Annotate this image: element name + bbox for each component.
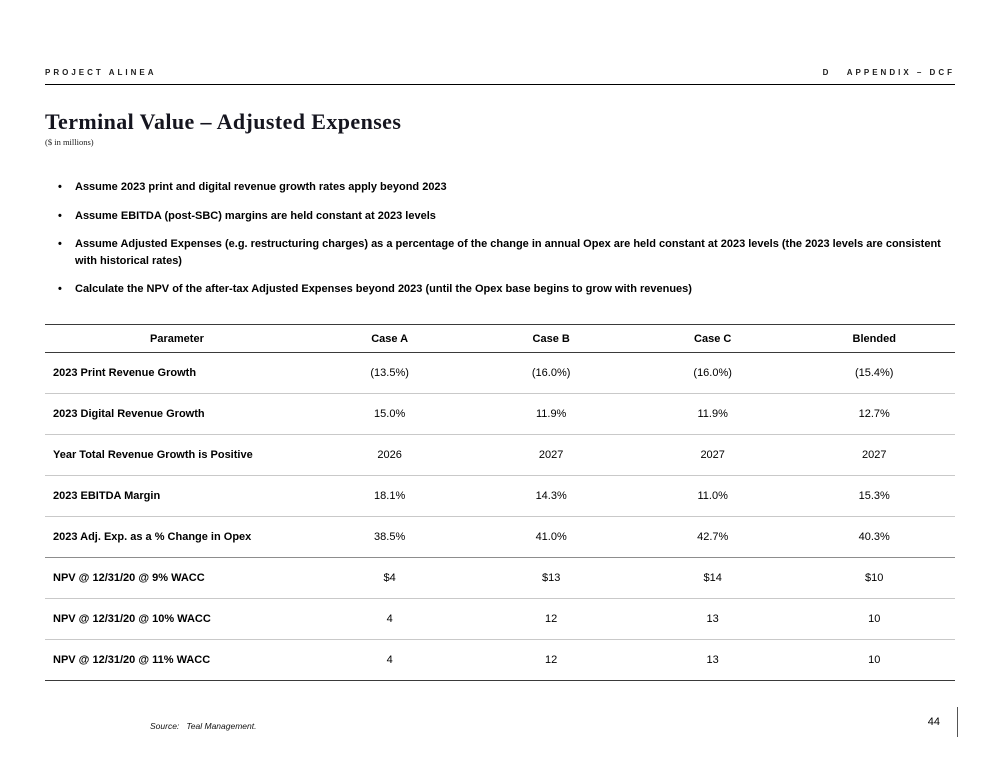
page-header	[45, 0, 955, 77]
value-cell: 12	[470, 639, 632, 680]
column-header-case-c: Case C	[632, 324, 794, 352]
assumption-item: • Calculate the NPV of the after-tax Adjusted Expenses beyond 2023 (until the Opex base begins to grow with revenues)	[58, 281, 950, 298]
table-row	[45, 557, 955, 598]
value-cell: (16.0%)	[470, 352, 632, 393]
table-row	[45, 639, 955, 680]
row-label: 2023 Adj. Exp. as a % Change in Opex	[45, 516, 309, 557]
value-cell: $4	[309, 557, 471, 598]
value-cell: 12.7%	[793, 393, 955, 434]
value-cell: $13	[470, 557, 632, 598]
row-label: Year Total Revenue Growth is Positive	[45, 434, 309, 475]
value-cell: 2027	[632, 434, 794, 475]
assumptions-list	[45, 179, 950, 298]
row-label: NPV @ 12/31/20 @ 11% WACC	[45, 639, 309, 680]
table-row	[45, 352, 955, 393]
table-row	[45, 393, 955, 434]
assumption-item: • Assume Adjusted Expenses (e.g. restructuring charges) as a percentage of the change in annual Opex are held constant at 2023 levels (the 2023 levels are consistent with historical rates)	[58, 236, 950, 269]
table-header-row	[45, 324, 955, 352]
table-row	[45, 598, 955, 639]
header-rule	[45, 84, 955, 85]
page-number-box	[928, 707, 958, 737]
table-row	[45, 516, 955, 557]
page-title: Terminal Value – Adjusted Expenses	[45, 109, 402, 134]
row-label: NPV @ 12/31/20 @ 10% WACC	[45, 598, 309, 639]
value-cell: 41.0%	[470, 516, 632, 557]
value-cell: 4	[309, 598, 471, 639]
table-row	[45, 434, 955, 475]
value-cell: 11.9%	[470, 393, 632, 434]
value-cell: 11.9%	[632, 393, 794, 434]
row-label: NPV @ 12/31/20 @ 9% WACC	[45, 557, 309, 598]
value-cell: (16.0%)	[632, 352, 794, 393]
value-cell: 13	[632, 639, 794, 680]
column-header-case-b: Case B	[470, 324, 632, 352]
column-header-case-a: Case A	[309, 324, 471, 352]
column-header-parameter: Parameter	[45, 324, 309, 352]
value-cell: 18.1%	[309, 475, 471, 516]
value-cell: 12	[470, 598, 632, 639]
value-cell: 14.3%	[470, 475, 632, 516]
value-cell: 2027	[793, 434, 955, 475]
assumption-item: • Assume EBITDA (post-SBC) margins are held constant at 2023 levels	[58, 208, 950, 225]
appendix-label: D APPENDIX – DCF	[822, 68, 955, 77]
value-cell: $14	[632, 557, 794, 598]
value-cell: 15.3%	[793, 475, 955, 516]
value-cell: 10	[793, 639, 955, 680]
value-cell: $10	[793, 557, 955, 598]
parameters-table	[45, 324, 955, 681]
value-cell: 15.0%	[309, 393, 471, 434]
value-cell: 10	[793, 598, 955, 639]
value-cell: 38.5%	[309, 516, 471, 557]
value-cell: 4	[309, 639, 471, 680]
project-name-label: PROJECT ALINEA	[45, 68, 157, 77]
value-cell: 13	[632, 598, 794, 639]
value-cell: 40.3%	[793, 516, 955, 557]
source-note: Source: Teal Management.	[150, 721, 257, 731]
value-cell: 2027	[470, 434, 632, 475]
table-row	[45, 475, 955, 516]
value-cell: (15.4%)	[793, 352, 955, 393]
value-cell: 11.0%	[632, 475, 794, 516]
value-cell: 42.7%	[632, 516, 794, 557]
value-cell: (13.5%)	[309, 352, 471, 393]
row-label: 2023 EBITDA Margin	[45, 475, 309, 516]
value-cell: 2026	[309, 434, 471, 475]
row-label: 2023 Digital Revenue Growth	[45, 393, 309, 434]
row-label: 2023 Print Revenue Growth	[45, 352, 309, 393]
column-header-blended: Blended	[793, 324, 955, 352]
units-note: ($ in millions)	[45, 137, 94, 147]
page-number-rule	[957, 707, 958, 737]
page-number: 44	[927, 716, 940, 728]
assumption-item: • Assume 2023 print and digital revenue growth rates apply beyond 2023	[58, 179, 950, 196]
